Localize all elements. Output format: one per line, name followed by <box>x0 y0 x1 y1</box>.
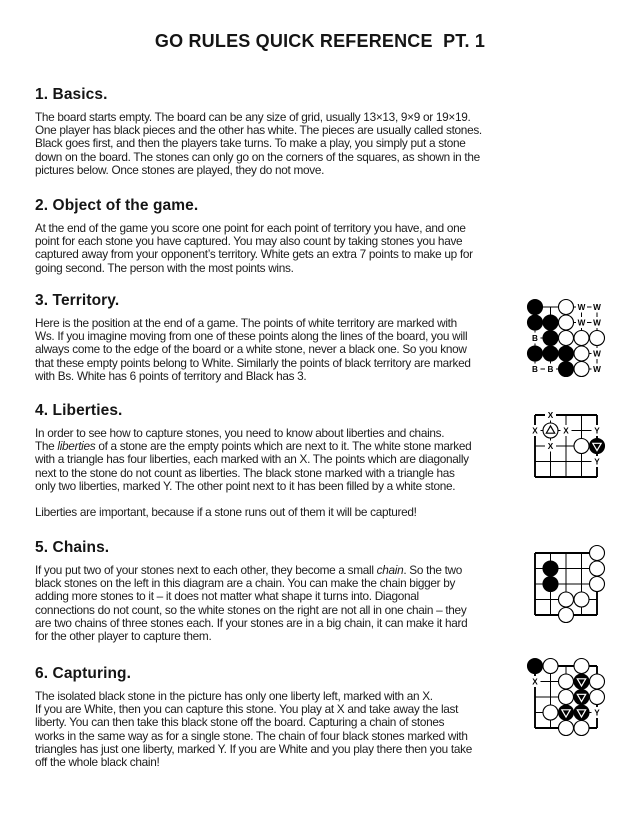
text-line: If you put two of your stones next to each other, they become a small chain. So the two <box>35 563 463 577</box>
white-stone <box>590 577 605 592</box>
point-label: X <box>532 426 538 436</box>
section-chains <box>35 539 513 643</box>
text-line: liberty. You can then take this black stone off the board. Capturing a chain of stones <box>35 715 445 730</box>
text-line: with a triangle has four liberties, each marked with an X. The points which are diagonally <box>35 452 469 467</box>
black-stone <box>528 300 543 315</box>
point-label: X <box>547 411 554 421</box>
text-line: for the other player to capture them. <box>35 629 212 644</box>
text-line: Liberties are important, because if a stone runs out of them it will be captured! <box>35 505 417 520</box>
point-label: W <box>577 303 586 313</box>
white-stone <box>559 721 574 736</box>
white-stone <box>559 300 574 315</box>
point-label: X <box>547 442 554 452</box>
black-stone <box>559 362 574 377</box>
section-object <box>35 197 513 275</box>
section-heading-territory: 3. Territory. <box>35 292 120 309</box>
point-label: W <box>593 318 601 328</box>
point-label: W <box>593 349 601 359</box>
text-line: point for each stone you have captured. You may also count by taking stones you have <box>35 234 463 249</box>
text-line: connections do not count, so the white stones on the right are not all in one chain – they <box>35 602 467 617</box>
text-line: down on the board. The stones can only go on the corners of the squares, as shown in the <box>35 149 480 164</box>
point-label: W <box>593 365 601 375</box>
black-stone <box>528 315 543 330</box>
text-line: only two liberties, marked Y. The other point next to it has been filled by a white stone. <box>35 478 456 493</box>
text-line: adding more stones to it – it does not matter what shape it turns into. Diagonal <box>35 589 419 604</box>
liberties-diagram <box>526 406 606 486</box>
point-label: X <box>563 426 569 436</box>
text-line: off the whole black chain! <box>35 755 160 770</box>
text-line: triangles has just one liberty, marked Y. If you are White and you play there then you take <box>35 741 472 756</box>
point-label: Y <box>594 426 600 436</box>
text-line: If you are White, then you can capture this stone. You play at X and take away the last <box>35 702 459 717</box>
white-stone <box>590 331 605 346</box>
section-liberties <box>35 402 513 519</box>
text-line: works in the same way as for a single stone. The chain of four black stones marked with <box>35 728 468 743</box>
section-heading-basics: 1. Basics. <box>35 86 108 103</box>
text-line: captured away from your opponent’s territory. White gets an extra 7 points to make up for <box>35 247 473 262</box>
white-stone <box>574 592 589 607</box>
text-line: Here is the position at the end of a game. The points of white territory are marked with <box>35 316 457 330</box>
white-stone <box>559 674 574 689</box>
section-heading-object: 2. Object of the game. <box>35 197 199 214</box>
text-line: are two chains of three stones each. If your stones are in a big chain, it can make it hard <box>35 615 468 630</box>
text-line: The board starts empty. The board can be any size of grid, usually 13×13, 9×9 or 19×19. <box>35 110 471 124</box>
point-label: W <box>577 318 586 328</box>
black-stone <box>543 561 558 576</box>
section-body-liberties <box>35 427 513 519</box>
white-stone <box>590 546 605 561</box>
black-stone <box>543 346 558 361</box>
point-label: X <box>532 677 538 687</box>
white-stone <box>574 362 589 377</box>
section-capturing <box>35 665 513 769</box>
text-line: One player has black pieces and the other has white. The pieces are usually called stones. <box>35 123 482 138</box>
point-label: B <box>547 365 554 375</box>
section-basics <box>35 86 513 177</box>
capturing-diagram <box>526 657 606 737</box>
text-line: At the end of the game you score one point for each point of territory you have, and one <box>35 221 466 235</box>
text-line: black stones on the left in this diagram are a chain. You can make the chain bigger by <box>35 576 456 591</box>
section-body-territory <box>35 317 513 383</box>
text-line: going second. The person with the most points wins. <box>35 260 294 275</box>
section-heading-liberties: 4. Liberties. <box>35 402 123 419</box>
text-line: In order to see how to capture stones, you need to know about liberties and chains. <box>35 426 445 440</box>
territory-diagram <box>526 298 606 378</box>
white-stone <box>543 659 558 674</box>
black-stone <box>543 331 558 346</box>
white-stone <box>590 561 605 576</box>
white-stone <box>590 674 605 689</box>
text-line: The liberties of a stone are the empty points which are next to it. The white stone marked <box>35 439 472 454</box>
black-stone <box>528 346 543 361</box>
white-stone <box>559 690 574 705</box>
white-stone <box>559 331 574 346</box>
white-stone <box>543 705 558 720</box>
section-heading-capturing: 6. Capturing. <box>35 665 132 682</box>
point-label: Y <box>594 708 600 718</box>
chains-diagram <box>526 544 606 624</box>
text-line: with Bs. White has 6 points of territory and Black has 3. <box>35 368 307 383</box>
white-stone <box>574 331 589 346</box>
section-body-capturing <box>35 690 513 769</box>
black-stone <box>528 659 543 674</box>
white-stone <box>559 608 574 623</box>
white-stone <box>574 346 589 361</box>
white-stone <box>574 721 589 736</box>
text-line: Black goes first, and then the players take turns. To make a play, you simply put a stone <box>35 136 466 151</box>
text-line: The isolated black stone in the picture has only one liberty left, marked with an X. <box>35 689 433 703</box>
white-stone <box>574 659 589 674</box>
white-stone <box>559 592 574 607</box>
black-stone <box>543 315 558 330</box>
text-line: Ws. If you imagine moving from one of these points along the lines of the board, you will <box>35 329 468 344</box>
black-stone <box>559 346 574 361</box>
text-line: next to the stone do not count as liberties. The black stone marked with a triangle has <box>35 465 455 480</box>
point-label: B <box>532 365 538 375</box>
section-territory <box>35 292 513 383</box>
white-stone <box>574 439 589 454</box>
point-label: Y <box>594 457 600 467</box>
page-title: GO RULES QUICK REFERENCE PT. 1 <box>154 31 486 51</box>
text-line: always come to the edge of the board or a white stone, never a black one. So you know <box>35 342 467 357</box>
section-body-object <box>35 222 513 275</box>
point-label: B <box>532 334 538 344</box>
white-stone <box>590 690 605 705</box>
section-body-chains <box>35 564 513 643</box>
black-stone <box>543 577 558 592</box>
section-body-basics <box>35 111 513 177</box>
section-heading-chains: 5. Chains. <box>35 539 110 556</box>
point-label: W <box>593 303 601 313</box>
text-line: that these empty points belong to White. Similarly the points of black territory are marked <box>35 355 471 370</box>
white-stone <box>559 315 574 330</box>
text-line: pictures below. Once stones are played, they do not move. <box>35 162 325 177</box>
